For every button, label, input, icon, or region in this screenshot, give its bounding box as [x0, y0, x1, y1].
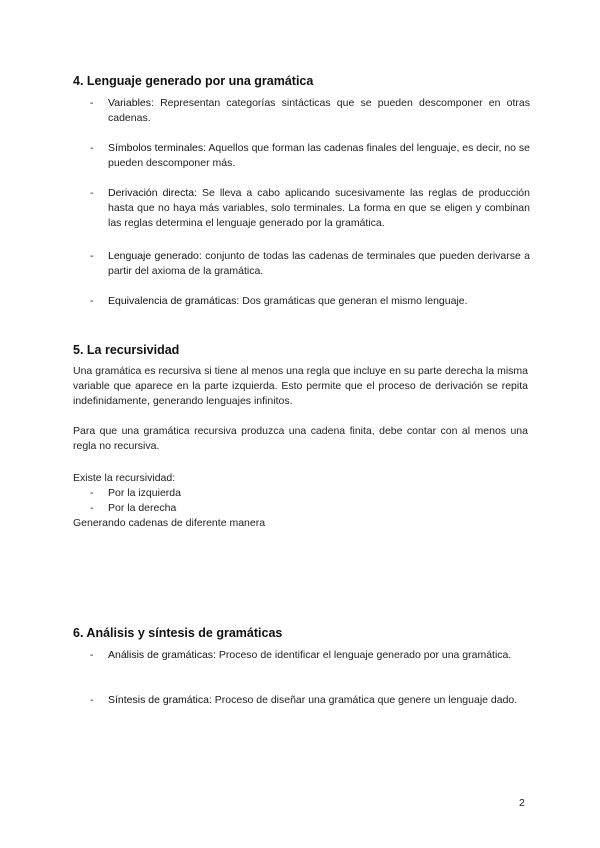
list-item-sintesis	[90, 693, 530, 708]
bullet-dash: -	[90, 250, 94, 262]
bullet-dash: -	[90, 187, 94, 199]
list-item-analisis	[90, 648, 530, 663]
list-item-simbolos-terminales	[90, 141, 530, 171]
term-label: Variables	[108, 97, 151, 109]
bullet-dash: -	[90, 295, 94, 307]
recursion-closing: Generando cadenas de diferente manera	[73, 517, 266, 529]
list-item-variables	[90, 96, 530, 126]
section-6-list	[90, 648, 530, 663]
term-description: : Se lleva a cabo aplicando sucesivamente las reglas de producción hasta que no haya más variables, solo terminales. La forma en que se eligen y combinan las reglas determina el lenguaje generado por la gramática.	[108, 187, 530, 229]
list-item-lenguaje-generado	[90, 249, 530, 279]
section-4-list-5	[90, 294, 530, 309]
section-5-paragraph-2: Para que una gramática recursiva produzca una cadena finita, debe contar con al menos una regla no recursiva.	[73, 425, 528, 452]
section-5-heading: 5. La recursividad	[73, 343, 180, 357]
bullet-dash: -	[90, 502, 94, 514]
term-description: : Aquellos que forman las cadenas finales del lenguaje, es decir, no se pueden descomponer más.	[108, 142, 531, 169]
term-description: : Dos gramáticas que generan el mismo lenguaje.	[236, 295, 468, 307]
bullet-dash: -	[90, 694, 94, 706]
bullet-dash: -	[90, 487, 94, 499]
term-label: Equivalencia de gramáticas	[108, 295, 237, 307]
page-number: 2	[519, 797, 525, 809]
recursion-intro: Existe la recursividad:	[73, 472, 176, 484]
recursion-item-right	[90, 501, 176, 516]
section-4-list-4	[90, 249, 530, 279]
section-6-list-2	[90, 693, 530, 708]
section-4-list-3	[90, 186, 530, 231]
section-5-paragraph-1: Una gramática es recursiva si tiene al menos una regla que incluye en su parte derecha la misma variable que aparece en la parte izquierda. Esto permite que el proceso de derivación se repita indefinidamente, generando lenguajes infinitos.	[73, 365, 528, 407]
section-4-list-2	[90, 141, 530, 171]
section-4-list	[90, 96, 530, 126]
term-label: Síntesis de gramática	[108, 694, 209, 706]
bullet-dash: -	[90, 649, 94, 661]
term-description: : conjunto de todas las cadenas de terminales que pueden derivarse a partir del axioma de la gramática.	[108, 250, 530, 277]
term-label: Derivación directa	[108, 187, 195, 199]
term-description: : Proceso de identificar el lenguaje generado por una gramática.	[213, 649, 512, 661]
recursion-item-left	[90, 486, 181, 501]
term-description: : Representan categorías sintácticas que se pueden descomponer en otras cadenas.	[108, 97, 530, 124]
term-label: Lenguaje generado	[108, 250, 199, 262]
list-item-equivalencia	[90, 294, 530, 309]
term-description: : Proceso de diseñar una gramática que genere un lenguaje dado.	[208, 694, 518, 706]
bullet-dash: -	[90, 97, 94, 109]
recursion-item-right-label: Por la derecha	[108, 502, 177, 514]
section-4-heading: 4. Lenguaje generado por una gramática	[73, 74, 314, 88]
section-6-heading: 6. Análisis y síntesis de gramáticas	[73, 626, 283, 640]
term-label: Análisis de gramáticas	[108, 649, 214, 661]
list-item-derivacion-directa	[90, 186, 530, 231]
bullet-dash: -	[90, 142, 94, 154]
recursion-item-left-label: Por la izquierda	[108, 487, 181, 499]
term-label: Símbolos terminales	[108, 142, 204, 154]
